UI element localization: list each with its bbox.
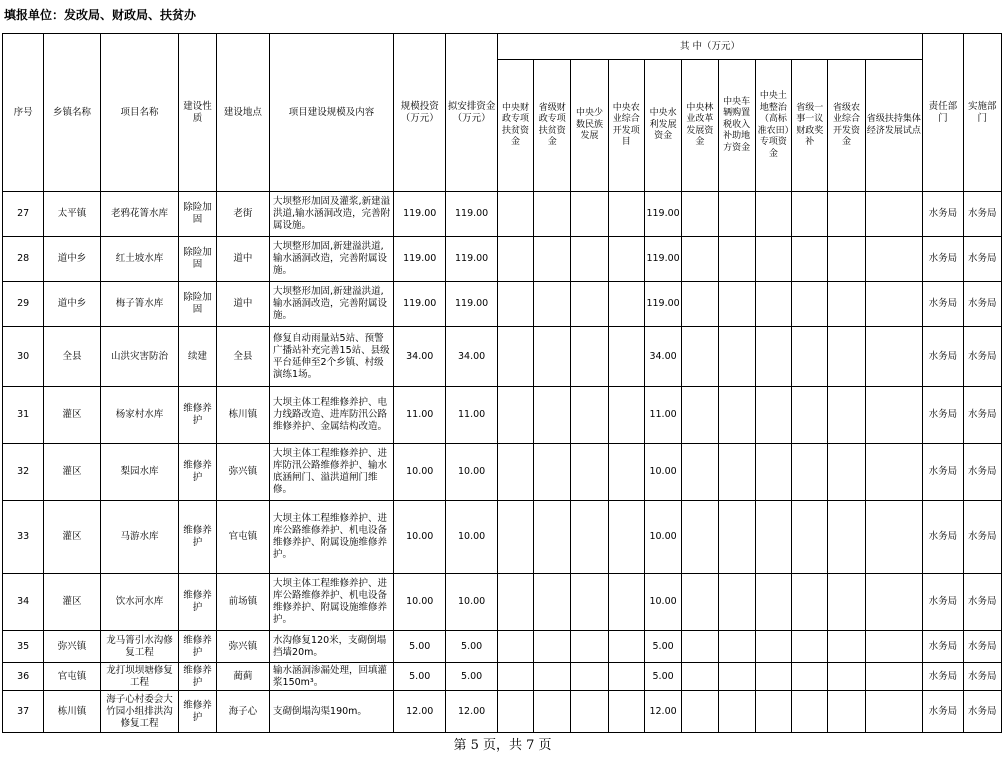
fund-cell (534, 631, 571, 663)
fund-cell (718, 691, 755, 733)
table-row (3, 691, 1002, 733)
fund-cell (828, 192, 865, 237)
fund-cell (828, 501, 865, 574)
fund-cell (718, 327, 755, 387)
nature-cell: 续建 (179, 327, 216, 387)
fund-cell (534, 501, 571, 574)
fund-cell (828, 631, 865, 663)
fund-cell (682, 501, 718, 574)
project-cell: 龙马箐引水沟修复工程 (100, 631, 179, 663)
planned-cell: 10.00 (446, 501, 497, 574)
fund-cell (497, 691, 533, 733)
fund-cell (755, 574, 791, 631)
fund-cell (497, 387, 533, 444)
planned-cell: 11.00 (446, 387, 497, 444)
fund-cell (718, 574, 755, 631)
fund-cell (682, 387, 718, 444)
table-row (3, 444, 1002, 501)
fund-cell (608, 237, 644, 282)
town-cell: 弥兴镇 (44, 631, 100, 663)
impl-cell: 水务局 (963, 501, 1001, 574)
town-cell: 栋川镇 (44, 691, 100, 733)
fund-cell (571, 282, 608, 327)
town-cell: 道中乡 (44, 282, 100, 327)
total-cell: 5.00 (394, 663, 446, 691)
water-fund-cell: 10.00 (644, 574, 681, 631)
col-fund-7: 中央土地整治（高标准农田）专项资金 (755, 60, 791, 192)
scale-cell: 输水涵洞渗漏处理，回填灌浆150m³。 (270, 663, 394, 691)
fund-cell (571, 574, 608, 631)
fund-cell (792, 691, 828, 733)
total-cell: 119.00 (394, 282, 446, 327)
location-cell: 官屯镇 (216, 501, 269, 574)
col-project: 项目名称 (100, 34, 179, 192)
scale-cell: 大坝主体工程维修养护、电力线路改造、进库防汛公路维修养护、金属结构改造。 (270, 387, 394, 444)
water-fund-cell: 34.00 (644, 327, 681, 387)
fund-cell (534, 691, 571, 733)
resp-cell: 水务局 (923, 282, 963, 327)
water-fund-cell: 12.00 (644, 691, 681, 733)
project-cell: 杨家村水库 (100, 387, 179, 444)
water-fund-cell: 11.00 (644, 387, 681, 444)
col-fund-3: 中央农业综合开发项目 (608, 60, 644, 192)
report-unit-label: 填报单位：发改局、财政局、扶贫办 (4, 8, 197, 22)
fund-cell (718, 631, 755, 663)
fund-cell (497, 663, 533, 691)
water-fund-cell: 119.00 (644, 237, 681, 282)
project-cell: 海子心村委会大竹园小组排洪沟修复工程 (100, 691, 179, 733)
fund-cell (534, 444, 571, 501)
table-row (3, 387, 1002, 444)
fund-cell (865, 501, 923, 574)
total-cell: 119.00 (394, 237, 446, 282)
location-cell: 蔺蓟 (216, 663, 269, 691)
col-impl: 实施部门 (963, 34, 1001, 192)
col-fund-10: 省级扶持集体经济发展试点 (865, 60, 923, 192)
scale-cell: 大坝整形加固,新建溢洪道,输水涵洞改造，完善附属设施。 (270, 282, 394, 327)
fund-cell (534, 327, 571, 387)
town-cell: 全县 (44, 327, 100, 387)
col-fund-0: 中央财政专项扶贫资金 (497, 60, 533, 192)
fund-cell (718, 663, 755, 691)
fund-cell (718, 237, 755, 282)
total-cell: 12.00 (394, 691, 446, 733)
fund-cell (497, 282, 533, 327)
fund-cell (571, 237, 608, 282)
fund-cell (682, 631, 718, 663)
fund-cell (865, 192, 923, 237)
location-cell: 弥兴镇 (216, 444, 269, 501)
fund-cell (792, 192, 828, 237)
seq-cell: 31 (3, 387, 44, 444)
col-fund-4: 中央水利发展资金 (644, 60, 681, 192)
nature-cell: 维修养护 (179, 631, 216, 663)
fund-cell (497, 501, 533, 574)
resp-cell: 水务局 (923, 631, 963, 663)
water-fund-cell: 5.00 (644, 663, 681, 691)
nature-cell: 除险加固 (179, 192, 216, 237)
fund-cell (828, 574, 865, 631)
town-cell: 太平镇 (44, 192, 100, 237)
planned-cell: 119.00 (446, 237, 497, 282)
fund-cell (497, 444, 533, 501)
col-town: 乡镇名称 (44, 34, 100, 192)
scale-cell: 水沟修复120米，支砌倒塌挡墙20m。 (270, 631, 394, 663)
fund-cell (682, 663, 718, 691)
col-nature: 建设性质 (179, 34, 216, 192)
fund-cell (792, 631, 828, 663)
fund-cell (755, 663, 791, 691)
planned-cell: 119.00 (446, 282, 497, 327)
col-fund-1: 省级财政专项扶贫资金 (534, 60, 571, 192)
table-row (3, 192, 1002, 237)
project-cell: 马游水库 (100, 501, 179, 574)
col-location: 建设地点 (216, 34, 269, 192)
planned-cell: 119.00 (446, 192, 497, 237)
fund-cell (497, 574, 533, 631)
town-cell: 官屯镇 (44, 663, 100, 691)
fund-cell (571, 501, 608, 574)
fund-cell (497, 192, 533, 237)
location-cell: 栋川镇 (216, 387, 269, 444)
fund-cell (571, 387, 608, 444)
impl-cell: 水务局 (963, 663, 1001, 691)
table-row (3, 574, 1002, 631)
nature-cell: 维修养护 (179, 387, 216, 444)
impl-cell: 水务局 (963, 444, 1001, 501)
water-fund-cell: 10.00 (644, 444, 681, 501)
total-cell: 5.00 (394, 631, 446, 663)
water-fund-cell: 119.00 (644, 282, 681, 327)
planned-cell: 34.00 (446, 327, 497, 387)
fund-cell (718, 387, 755, 444)
seq-cell: 33 (3, 501, 44, 574)
fund-cell (865, 691, 923, 733)
col-group-breakdown: 其 中（万元） (497, 34, 922, 60)
planned-cell: 10.00 (446, 574, 497, 631)
resp-cell: 水务局 (923, 327, 963, 387)
col-fund-5: 中央林业改革发展资金 (682, 60, 718, 192)
fund-cell (608, 663, 644, 691)
fund-cell (497, 237, 533, 282)
town-cell: 灌区 (44, 501, 100, 574)
fund-cell (755, 631, 791, 663)
fund-cell (828, 237, 865, 282)
fund-cell (755, 327, 791, 387)
fund-cell (828, 327, 865, 387)
nature-cell: 维修养护 (179, 501, 216, 574)
fund-cell (792, 574, 828, 631)
water-fund-cell: 119.00 (644, 192, 681, 237)
fund-cell (865, 387, 923, 444)
planned-cell: 12.00 (446, 691, 497, 733)
fund-cell (755, 691, 791, 733)
fund-cell (865, 282, 923, 327)
scale-cell: 大坝整形加固,新建溢洪道,输水涵洞改造，完善附属设施。 (270, 237, 394, 282)
fund-cell (608, 444, 644, 501)
location-cell: 前场镇 (216, 574, 269, 631)
planned-cell: 10.00 (446, 444, 497, 501)
project-cell: 龙打坝坝塘修复工程 (100, 663, 179, 691)
fund-cell (608, 327, 644, 387)
fund-cell (497, 327, 533, 387)
table-row (3, 501, 1002, 574)
fund-cell (828, 282, 865, 327)
fund-cell (755, 387, 791, 444)
fund-cell (792, 282, 828, 327)
scale-cell: 修复自动雨量站5站、预警广播站补充完善15站、县级平台延伸至2个乡镇、村级演练1场。 (270, 327, 394, 387)
fund-cell (718, 444, 755, 501)
location-cell: 老街 (216, 192, 269, 237)
fund-cell (571, 327, 608, 387)
resp-cell: 水务局 (923, 444, 963, 501)
impl-cell: 水务局 (963, 282, 1001, 327)
col-resp: 责任部门 (923, 34, 963, 192)
location-cell: 道中 (216, 282, 269, 327)
seq-cell: 34 (3, 574, 44, 631)
total-cell: 11.00 (394, 387, 446, 444)
town-cell: 灌区 (44, 444, 100, 501)
project-cell: 梨园水库 (100, 444, 179, 501)
col-fund-2: 中央少数民族发展 (571, 60, 608, 192)
table-row (3, 327, 1002, 387)
location-cell: 道中 (216, 237, 269, 282)
scale-cell: 支砌倒塌沟渠190m。 (270, 691, 394, 733)
resp-cell: 水务局 (923, 237, 963, 282)
page-number: 第 5 页，共 7 页 (453, 738, 552, 753)
fund-cell (682, 327, 718, 387)
fund-cell (792, 444, 828, 501)
resp-cell: 水务局 (923, 691, 963, 733)
seq-cell: 29 (3, 282, 44, 327)
fund-cell (571, 631, 608, 663)
impl-cell: 水务局 (963, 237, 1001, 282)
fund-cell (682, 282, 718, 327)
table-row (3, 282, 1002, 327)
fund-cell (608, 691, 644, 733)
fund-cell (608, 501, 644, 574)
col-seq: 序号 (3, 34, 44, 192)
fund-cell (608, 192, 644, 237)
fund-cell (571, 192, 608, 237)
fund-cell (828, 387, 865, 444)
fund-cell (792, 237, 828, 282)
fund-cell (755, 237, 791, 282)
scale-cell: 大坝整形加固及灌浆,新建溢洪道,输水涵洞改造，完善附属设施。 (270, 192, 394, 237)
resp-cell: 水务局 (923, 574, 963, 631)
fund-cell (534, 574, 571, 631)
fund-cell (718, 282, 755, 327)
project-cell: 山洪灾害防治 (100, 327, 179, 387)
fund-cell (828, 691, 865, 733)
fund-cell (755, 192, 791, 237)
fund-cell (792, 663, 828, 691)
impl-cell: 水务局 (963, 631, 1001, 663)
fund-cell (534, 282, 571, 327)
seq-cell: 37 (3, 691, 44, 733)
fund-cell (682, 444, 718, 501)
water-fund-cell: 5.00 (644, 631, 681, 663)
fund-cell (682, 691, 718, 733)
fund-cell (682, 192, 718, 237)
col-total: 规模投资（万元） (394, 34, 446, 192)
town-cell: 道中乡 (44, 237, 100, 282)
total-cell: 34.00 (394, 327, 446, 387)
fund-cell (828, 663, 865, 691)
fund-cell (792, 501, 828, 574)
table-row (3, 663, 1002, 691)
nature-cell: 维修养护 (179, 444, 216, 501)
fund-cell (608, 631, 644, 663)
seq-cell: 28 (3, 237, 44, 282)
fund-cell (608, 574, 644, 631)
seq-cell: 35 (3, 631, 44, 663)
fund-cell (682, 237, 718, 282)
fund-cell (534, 237, 571, 282)
nature-cell: 维修养护 (179, 691, 216, 733)
seq-cell: 27 (3, 192, 44, 237)
fund-cell (755, 444, 791, 501)
fund-cell (534, 663, 571, 691)
location-cell: 全县 (216, 327, 269, 387)
fund-cell (718, 501, 755, 574)
project-cell: 老鸦花箐水库 (100, 192, 179, 237)
fund-cell (682, 574, 718, 631)
total-cell: 119.00 (394, 192, 446, 237)
table-row (3, 631, 1002, 663)
fund-cell (865, 327, 923, 387)
table-row (3, 237, 1002, 282)
seq-cell: 36 (3, 663, 44, 691)
fund-cell (865, 237, 923, 282)
resp-cell: 水务局 (923, 387, 963, 444)
col-fund-8: 省级一事一议财政奖补 (792, 60, 828, 192)
col-scale: 项目建设规模及内容 (270, 34, 394, 192)
nature-cell: 除险加固 (179, 282, 216, 327)
project-cell: 饮水河水库 (100, 574, 179, 631)
total-cell: 10.00 (394, 444, 446, 501)
seq-cell: 32 (3, 444, 44, 501)
fund-cell (608, 387, 644, 444)
planned-cell: 5.00 (446, 663, 497, 691)
scale-cell: 大坝主体工程维修养护、进库防汛公路维修养护、输水底涵闸门、溢洪道闸门维修。 (270, 444, 394, 501)
project-cell: 梅子箐水库 (100, 282, 179, 327)
fund-cell (718, 192, 755, 237)
col-fund-6: 中央车辆购置税收入补助地方资金 (718, 60, 755, 192)
fund-cell (792, 387, 828, 444)
project-cell: 红土坡水库 (100, 237, 179, 282)
fund-cell (755, 282, 791, 327)
fund-cell (608, 282, 644, 327)
col-fund-9: 省级农业综合开发资金 (828, 60, 865, 192)
total-cell: 10.00 (394, 501, 446, 574)
fund-cell (865, 663, 923, 691)
impl-cell: 水务局 (963, 192, 1001, 237)
nature-cell: 维修养护 (179, 574, 216, 631)
nature-cell: 维修养护 (179, 663, 216, 691)
impl-cell: 水务局 (963, 327, 1001, 387)
fund-cell (865, 631, 923, 663)
fund-cell (865, 574, 923, 631)
fund-cell (534, 192, 571, 237)
col-planned: 拟安排资金（万元） (446, 34, 497, 192)
town-cell: 灌区 (44, 387, 100, 444)
fund-cell (755, 501, 791, 574)
impl-cell: 水务局 (963, 691, 1001, 733)
fund-cell (497, 631, 533, 663)
total-cell: 10.00 (394, 574, 446, 631)
project-table (2, 33, 1002, 733)
location-cell: 弥兴镇 (216, 631, 269, 663)
nature-cell: 除险加固 (179, 237, 216, 282)
resp-cell: 水务局 (923, 192, 963, 237)
fund-cell (571, 444, 608, 501)
fund-cell (828, 444, 865, 501)
resp-cell: 水务局 (923, 501, 963, 574)
fund-cell (534, 387, 571, 444)
fund-cell (571, 663, 608, 691)
location-cell: 海子心 (216, 691, 269, 733)
fund-cell (792, 327, 828, 387)
scale-cell: 大坝主体工程维修养护、进库公路维修养护、机电设备维修养护、附属设施维修养护。 (270, 574, 394, 631)
impl-cell: 水务局 (963, 574, 1001, 631)
town-cell: 灌区 (44, 574, 100, 631)
scale-cell: 大坝主体工程维修养护、进库公路维修养护、机电设备维修养护、附属设施维修养护。 (270, 501, 394, 574)
resp-cell: 水务局 (923, 663, 963, 691)
fund-cell (571, 691, 608, 733)
fund-cell (865, 444, 923, 501)
impl-cell: 水务局 (963, 387, 1001, 444)
planned-cell: 5.00 (446, 631, 497, 663)
seq-cell: 30 (3, 327, 44, 387)
water-fund-cell: 10.00 (644, 501, 681, 574)
